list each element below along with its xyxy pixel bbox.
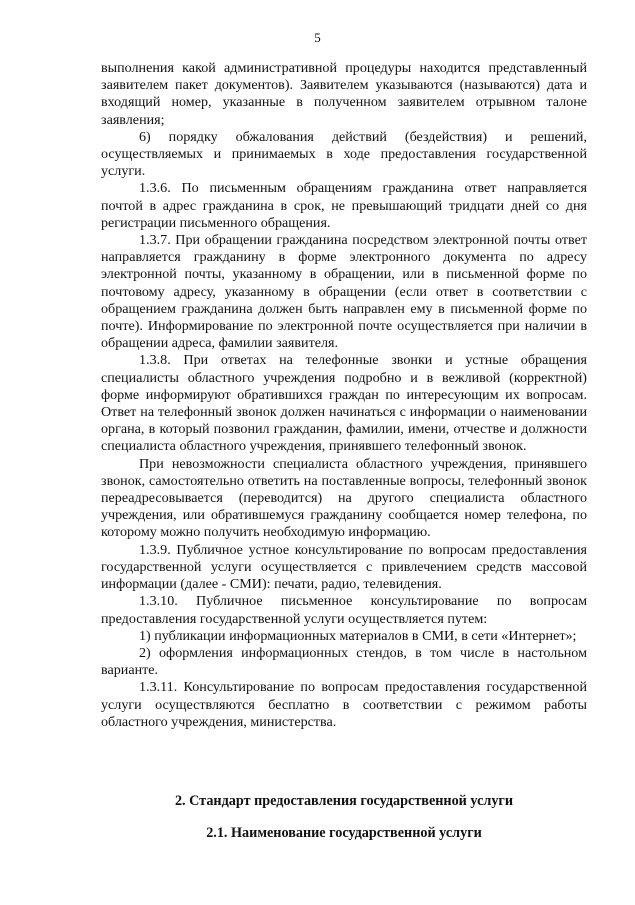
paragraph-1-3-7: 1.3.7. При обращении гражданина посредством электронной почты ответ направляется гражданину в форме электронного документа по адресу электронной почты, указанному в обращении, или в письменной форме по почтовому адресу, указанному в обращении (если ответ в соответствии с обращением гражданина должен быть направлен ему в письменной форме по почте). Информирование по электронной почте осуществляется при наличии в обращении адреса, фамилии заявителя.	[101, 232, 587, 352]
paragraph-1-3-11: 1.3.11. Консультирование по вопросам предоставления государственной услуги осуществляются бесплатно в соответствии с режимом работы областного учреждения, министерства.	[101, 679, 587, 730]
paragraph-1-3-9: 1.3.9. Публичное устное консультирование по вопросам предоставления государственной услуги осуществляется с привлечением средств массовой информации (далее - СМИ): печати, радио, телевидения.	[101, 541, 587, 593]
subsection-heading: 2.1. Наименование государственной услуги	[206, 825, 482, 841]
paragraph-procedure-status: выполнения какой административной процедуры находится представленный заявителем пакет документов). Заявителем указываются (называются) дата и входящий номер, указанные в полученном заявителем отрывном талоне заявления;	[101, 60, 587, 128]
body-text	[101, 60, 587, 731]
section-heading: 2. Стандарт предоставления государственной услуги	[174, 793, 514, 809]
paragraph-call-redirect: При невозможности специалиста областного учреждения, принявшего звонок, самостоятельно ответить на поставленные вопросы, телефонный звонок переадресовывается (переводится) на другого специалиста областного учреждения, или обратившемуся гражданину сообщается номер телефона, по которому можно получить необходимую информацию.	[101, 455, 587, 541]
paragraph-1-3-10: 1.3.10. Публичное письменное консультирование по вопросам предоставления государственной услуги осуществляется путем:	[101, 593, 587, 627]
page-number: 5	[314, 30, 321, 45]
paragraph-1-3-8: 1.3.8. При ответах на телефонные звонки и устные обращения специалисты областного учреждения подробно и в вежливой (корректной) форме информируют обратившихся граждан по интересующим их вопросам. Ответ на телефонный звонок должен начинаться с информации о наименовании органа, в который позвонил гражданин, фамилии, имени, отчестве и должности специалиста областного учреждения, принявшего телефонный звонок.	[101, 352, 587, 455]
paragraph-item-1: 1) публикации информационных материалов в СМИ, в сети «Интернет»;	[139, 627, 577, 644]
paragraph-item-2: 2) оформления информационных стендов, в том числе в настольном варианте.	[101, 644, 587, 679]
paragraph-appeal-procedure: 6) порядку обжалования действий (бездействия) и решений, осуществляемых и принимаемых в ходе предоставления государственной услуги.	[101, 128, 587, 180]
paragraph-1-3-6: 1.3.6. По письменным обращениям гражданина ответ направляется почтой в адрес гражданина в срок, не превышающий тридцати дней со дня регистрации письменного обращения.	[101, 180, 587, 231]
